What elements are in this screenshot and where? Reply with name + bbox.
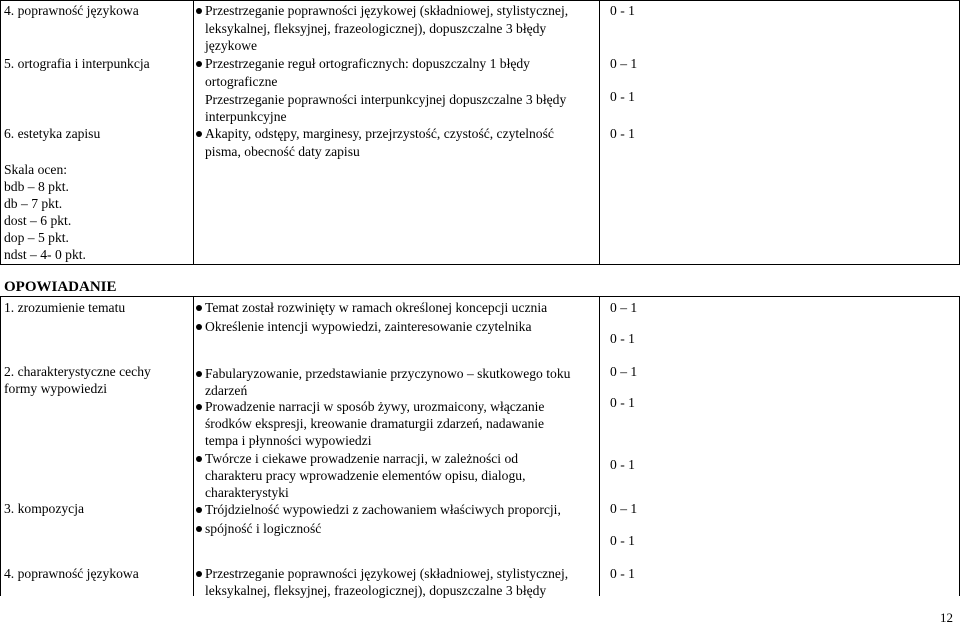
description-item: spójność i logiczność <box>196 520 321 537</box>
table2-col-divider-1 <box>193 296 194 596</box>
criterion-cell: 2. charakterystyczne cechy <box>4 364 151 379</box>
description-item: Przestrzeganie poprawności językowej (składniowej, stylistycznej, <box>196 565 568 582</box>
grading-scale-item: dost – 6 pkt. <box>4 213 72 228</box>
bullet-icon <box>196 371 202 377</box>
description-item: Określenie intencji wypowiedzi, zainteresowanie czytelnika <box>196 318 532 335</box>
bullet-icon <box>196 507 202 513</box>
grading-scale-item: ndst – 4- 0 pkt. <box>4 247 86 262</box>
criterion-cell: 3. kompozycja <box>4 501 85 516</box>
criterion-cell: 6. estetyka zapisu <box>4 126 101 141</box>
description-item: Przestrzeganie poprawności językowej (składniowej, stylistycznej, <box>196 2 568 19</box>
description-item: Przestrzeganie reguł ortograficznych: dopuszczalny 1 błędy <box>196 55 530 72</box>
bullet-icon <box>196 8 202 14</box>
table2-left-border <box>0 296 1 596</box>
description-line: ortograficzne <box>205 74 278 89</box>
description-line: charakteru pracy wprowadzenie elementów opisu, dialogu, <box>205 468 526 483</box>
score-cell: 0 - 1 <box>610 89 635 104</box>
score-cell: 0 - 1 <box>610 3 635 18</box>
bullet-icon <box>196 404 202 410</box>
score-cell: 0 - 1 <box>610 331 635 346</box>
table1-bottom-border <box>0 264 960 265</box>
description-line: tempa i płynności wypowiedzi <box>205 433 372 448</box>
bullet-icon <box>196 456 202 462</box>
table1-top-border <box>0 0 960 1</box>
bullet-icon <box>196 131 202 137</box>
score-cell: 0 - 1 <box>610 126 635 141</box>
bullet-icon <box>196 305 202 311</box>
description-item: Fabularyzowanie, przedstawianie przyczynowo – skutkowego toku <box>196 365 570 382</box>
score-cell: 0 - 1 <box>610 566 635 581</box>
description-line: leksykalnej, fleksyjnej, frazeologicznej), dopuszczalne 3 błędy <box>205 21 547 36</box>
score-cell: 0 – 1 <box>610 364 638 379</box>
score-cell: 0 - 1 <box>610 533 635 548</box>
table2-col-divider-2 <box>599 296 600 596</box>
grading-scale-item: db – 7 pkt. <box>4 196 63 211</box>
criterion-cell: 4. poprawność językowa <box>4 3 139 18</box>
description-line: charakterystyki <box>205 485 289 500</box>
description-line: środków ekspresji, kreowanie dramaturgii zdarzeń, nadawanie <box>205 416 545 431</box>
description-line: interpunkcyjne <box>205 109 287 124</box>
grading-scale-item: dop – 5 pkt. <box>4 230 69 245</box>
score-cell: 0 – 1 <box>610 300 638 315</box>
score-cell: 0 - 1 <box>610 395 635 410</box>
description-item: Trójdzielność wypowiedzi z zachowaniem właściwych proporcji, <box>196 501 561 518</box>
description-item: Temat został rozwinięty w ramach określonej koncepcji ucznia <box>196 299 547 316</box>
section-heading: OPOWIADANIE <box>4 279 117 295</box>
description-line: zdarzeń <box>205 383 248 398</box>
description-line: pisma, obecność daty zapisu <box>205 144 360 159</box>
score-cell: 0 – 1 <box>610 501 638 516</box>
score-cell: 0 – 1 <box>610 56 638 71</box>
description-line: leksykalnej, fleksyjnej, frazeologicznej), dopuszczalne 3 błędy <box>205 583 547 598</box>
criterion-cell: 1. zrozumienie tematu <box>4 300 126 315</box>
table1-col-divider-2 <box>599 0 600 265</box>
criterion-cell: 5. ortografia i interpunkcja <box>4 56 150 71</box>
table1-left-border <box>0 0 1 265</box>
description-item: Prowadzenie narracji w sposób żywy, urozmaicony, włączanie <box>196 398 544 415</box>
score-cell: 0 - 1 <box>610 457 635 472</box>
description-item: Twórcze i ciekawe prowadzenie narracji, w zależności od <box>196 450 518 467</box>
description-line: językowe <box>205 38 258 53</box>
page-number: 12 <box>940 610 953 625</box>
bullet-icon <box>196 571 202 577</box>
bullet-icon <box>196 61 202 67</box>
table1-col-divider-1 <box>193 0 194 265</box>
grading-scale-item: bdb – 8 pkt. <box>4 179 69 194</box>
description-line: Przestrzeganie poprawności interpunkcyjnej dopuszczalne 3 błędy <box>205 92 567 107</box>
grading-scale-title: Skala ocen: <box>4 162 68 177</box>
table2-top-border <box>0 296 960 297</box>
criterion-cell-line: formy wypowiedzi <box>4 381 108 396</box>
bullet-icon <box>196 526 202 532</box>
criterion-cell: 4. poprawność językowa <box>4 566 139 581</box>
bullet-icon <box>196 324 202 330</box>
description-item: Akapity, odstępy, marginesy, przejrzystość, czystość, czytelność <box>196 125 554 142</box>
